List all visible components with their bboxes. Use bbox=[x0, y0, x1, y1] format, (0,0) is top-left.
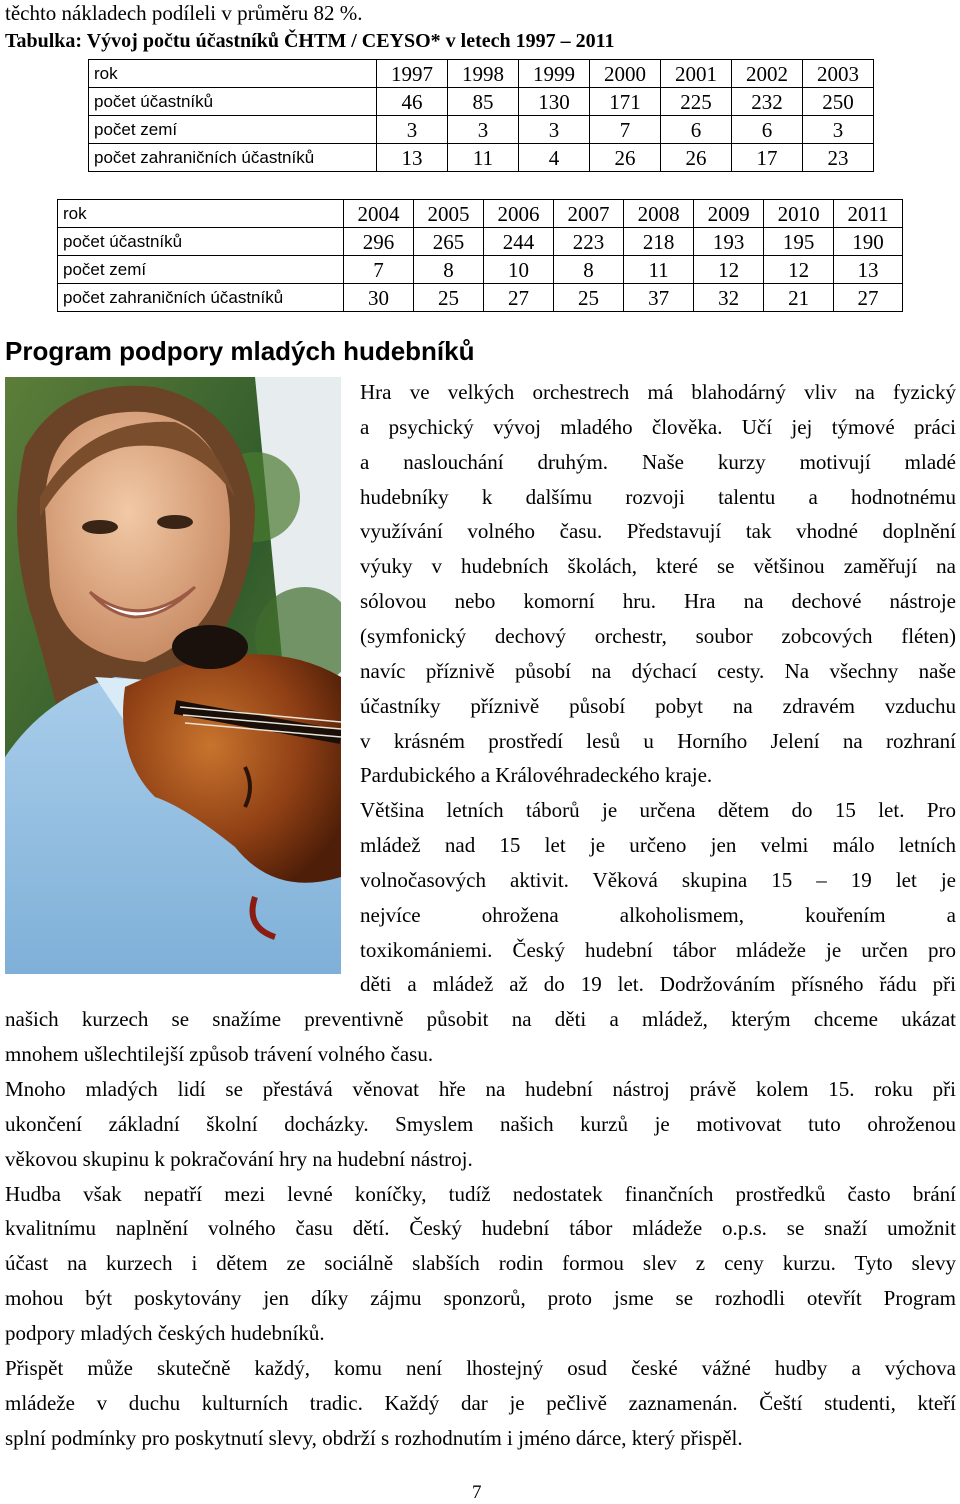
table-cell: 11 bbox=[624, 256, 694, 284]
text-line: podpory mladých českých hudebníků. bbox=[5, 1320, 325, 1345]
text-line: volnočasových aktivit. Věková skupina 15 – 19 let je bbox=[360, 867, 956, 892]
text-line: a naslouchání druhým. Naše kurzy motivují mladé bbox=[360, 449, 956, 474]
table-cell: 13 bbox=[377, 144, 448, 172]
row-label: počet zemí bbox=[89, 116, 377, 144]
text-line: Mnoho mladých lidí se přestává věnovat hře na hudební nástroj právě kolem 15. roku při bbox=[5, 1077, 956, 1101]
text-line: Hudba však nepatří mezi levné koníčky, tudíž nedostatek finančních prostředků často brání bbox=[5, 1181, 956, 1206]
table-cell: 11 bbox=[448, 144, 519, 172]
table-cell: 3 bbox=[519, 116, 590, 144]
table-row bbox=[58, 200, 903, 228]
table-cell: 190 bbox=[834, 228, 903, 256]
table-cell: 6 bbox=[661, 116, 732, 144]
row-label: počet účastníků bbox=[89, 88, 377, 116]
table-cell: 223 bbox=[554, 228, 624, 256]
participants-table-2004-2011 bbox=[57, 199, 903, 312]
table-cell: 218 bbox=[624, 228, 694, 256]
section-heading: Program podpory mladých hudebníků bbox=[5, 336, 475, 366]
text-line: kvalitnímu naplnění volného času dětí. Český hudební tábor mládeže o.p.s. se snaží umožnit bbox=[5, 1216, 956, 1241]
table-cell: 2009 bbox=[694, 200, 764, 228]
text-line: navíc příznivě působí na dýchací cesty. Na všechny naše bbox=[360, 658, 956, 683]
violinist-illustration bbox=[5, 377, 341, 974]
table-cell: 30 bbox=[344, 284, 414, 312]
table-cell: 225 bbox=[661, 88, 732, 116]
table-cell: 2010 bbox=[764, 200, 834, 228]
table-cell: 12 bbox=[764, 256, 834, 284]
text-line: hudebníky k dalšímu rozvoji talentu a hodnotnému bbox=[360, 484, 956, 509]
text-line: využívání volného času. Představují tak vhodné doplnění bbox=[360, 519, 956, 544]
table-cell: 250 bbox=[803, 88, 874, 116]
table-row bbox=[89, 144, 874, 172]
table-cell: 27 bbox=[484, 284, 554, 312]
table-cell: 265 bbox=[414, 228, 484, 256]
table-cell: 8 bbox=[414, 256, 484, 284]
table-cell: 8 bbox=[554, 256, 624, 284]
text-line: v krásném prostředí lesů u Horního Jelení na rozhraní bbox=[360, 728, 956, 753]
text-line: výuky v hudebních školách, které se většinou zaměřují na bbox=[360, 554, 956, 579]
text-line: nejvíce ohrožena alkoholismem, kouřením a bbox=[360, 902, 956, 927]
table-row bbox=[89, 60, 874, 88]
table-row bbox=[58, 284, 903, 312]
table-cell: 12 bbox=[694, 256, 764, 284]
table-cell: 85 bbox=[448, 88, 519, 116]
table-cell: 193 bbox=[694, 228, 764, 256]
table-cell: 26 bbox=[661, 144, 732, 172]
text-line: a psychický vývoj mladého člověka. Učí jej týmové práci bbox=[360, 414, 956, 439]
text-line: Hra ve velkých orchestrech má blahodárný vliv na fyzický bbox=[360, 380, 956, 404]
text-line: účastníky příznivě působí pobyt na zdravém vzduchu bbox=[360, 693, 956, 718]
text-line: mohou být poskytovány jen díky zájmu sponzorů, proto jsme se rozhodli otevřít Program bbox=[5, 1286, 956, 1311]
table-cell: 27 bbox=[834, 284, 903, 312]
top-text-fragment: těchto nákladech podíleli v průměru 82 %. bbox=[5, 1, 363, 25]
table-cell: 171 bbox=[590, 88, 661, 116]
row-label: počet zahraničních účastníků bbox=[58, 284, 344, 312]
table-cell: 2008 bbox=[624, 200, 694, 228]
table-cell: 25 bbox=[554, 284, 624, 312]
table-row bbox=[89, 88, 874, 116]
table-cell: 2002 bbox=[732, 60, 803, 88]
table-cell: 17 bbox=[732, 144, 803, 172]
text-line: (symfonický dechový orchestr, soubor zobcových fléten) bbox=[360, 623, 956, 648]
table-cell: 25 bbox=[414, 284, 484, 312]
text-line: věkovou skupinu k pokračování hry na hudební nástroj. bbox=[5, 1146, 473, 1171]
table-cell: 26 bbox=[590, 144, 661, 172]
text-line: účast na kurzech i dětem ze sociálně slabších rodin formou slev z ceny kurzu. Tyto slevy bbox=[5, 1251, 956, 1276]
table-cell: 21 bbox=[764, 284, 834, 312]
text-line: Pardubického a Královéhradeckého kraje. bbox=[360, 763, 713, 788]
row-label: počet zemí bbox=[58, 256, 344, 284]
page-number: 7 bbox=[472, 1482, 482, 1503]
table-cell: 2003 bbox=[803, 60, 874, 88]
table-cell: 3 bbox=[377, 116, 448, 144]
table-cell: 2006 bbox=[484, 200, 554, 228]
table-cell: 32 bbox=[694, 284, 764, 312]
table-cell: 1997 bbox=[377, 60, 448, 88]
violinist-photo bbox=[5, 377, 341, 974]
table-cell: 232 bbox=[732, 88, 803, 116]
row-label: počet zahraničních účastníků bbox=[89, 144, 377, 172]
table-row bbox=[58, 256, 903, 284]
table-cell: 13 bbox=[834, 256, 903, 284]
table-cell: 296 bbox=[344, 228, 414, 256]
table-cell: 244 bbox=[484, 228, 554, 256]
table-cell: 1999 bbox=[519, 60, 590, 88]
row-label: rok bbox=[89, 60, 377, 88]
table-cell: 23 bbox=[803, 144, 874, 172]
table-row bbox=[89, 116, 874, 144]
text-line: mnohem ušlechtilejší způsob trávení volného času. bbox=[5, 1042, 434, 1067]
text-line: mládeže v duchu kulturních tradic. Každý dar je pečlivě zaznamenán. Čeští studenti, kteří bbox=[5, 1390, 956, 1415]
table-caption: Tabulka: Vývoj počtu účastníků ČHTM / CEYSO* v letech 1997 – 2011 bbox=[5, 30, 615, 52]
table-cell: 3 bbox=[448, 116, 519, 144]
table-cell: 2001 bbox=[661, 60, 732, 88]
text-line: našich kurzech se snažíme preventivně působit na děti a mládež, kterým chceme ukázat bbox=[5, 1007, 956, 1032]
table-cell: 195 bbox=[764, 228, 834, 256]
text-line: toxikomániemi. Český hudební tábor mládeže je určen pro bbox=[360, 937, 956, 962]
table-cell: 6 bbox=[732, 116, 803, 144]
table-row bbox=[58, 228, 903, 256]
table-cell: 7 bbox=[590, 116, 661, 144]
row-label: počet účastníků bbox=[58, 228, 344, 256]
text-line: splní podmínky pro poskytnutí slevy, obdrží s rozhodnutím i jméno dárce, který přispěl. bbox=[5, 1425, 743, 1450]
text-line: Většina letních táborů je určena dětem do 15 let. Pro bbox=[360, 798, 956, 823]
table-cell: 4 bbox=[519, 144, 590, 172]
table-cell: 2011 bbox=[834, 200, 903, 228]
table-cell: 37 bbox=[624, 284, 694, 312]
table-cell: 3 bbox=[803, 116, 874, 144]
table-cell: 46 bbox=[377, 88, 448, 116]
table-cell: 2004 bbox=[344, 200, 414, 228]
participants-table-1997-2003 bbox=[88, 59, 874, 172]
table-cell: 1998 bbox=[448, 60, 519, 88]
table-cell: 2005 bbox=[414, 200, 484, 228]
table-cell: 2000 bbox=[590, 60, 661, 88]
text-line: mládež nad 15 let je určeno jen velmi málo letních bbox=[360, 833, 956, 858]
text-line: ukončení základní školní docházky. Smyslem našich kurzů je motivovat tuto ohroženou bbox=[5, 1111, 956, 1136]
text-line: sólovou nebo komorní hru. Hra na dechové nástroje bbox=[360, 589, 956, 614]
table-cell: 10 bbox=[484, 256, 554, 284]
table-cell: 130 bbox=[519, 88, 590, 116]
table-cell: 7 bbox=[344, 256, 414, 284]
row-label: rok bbox=[58, 200, 344, 228]
text-line: Přispět může skutečně každý, komu není lhostejný osud české vážné hudby a výchova bbox=[5, 1355, 956, 1380]
text-line: děti a mládež až do 19 let. Dodržováním přísného řádu při bbox=[360, 972, 956, 997]
table-cell: 2007 bbox=[554, 200, 624, 228]
